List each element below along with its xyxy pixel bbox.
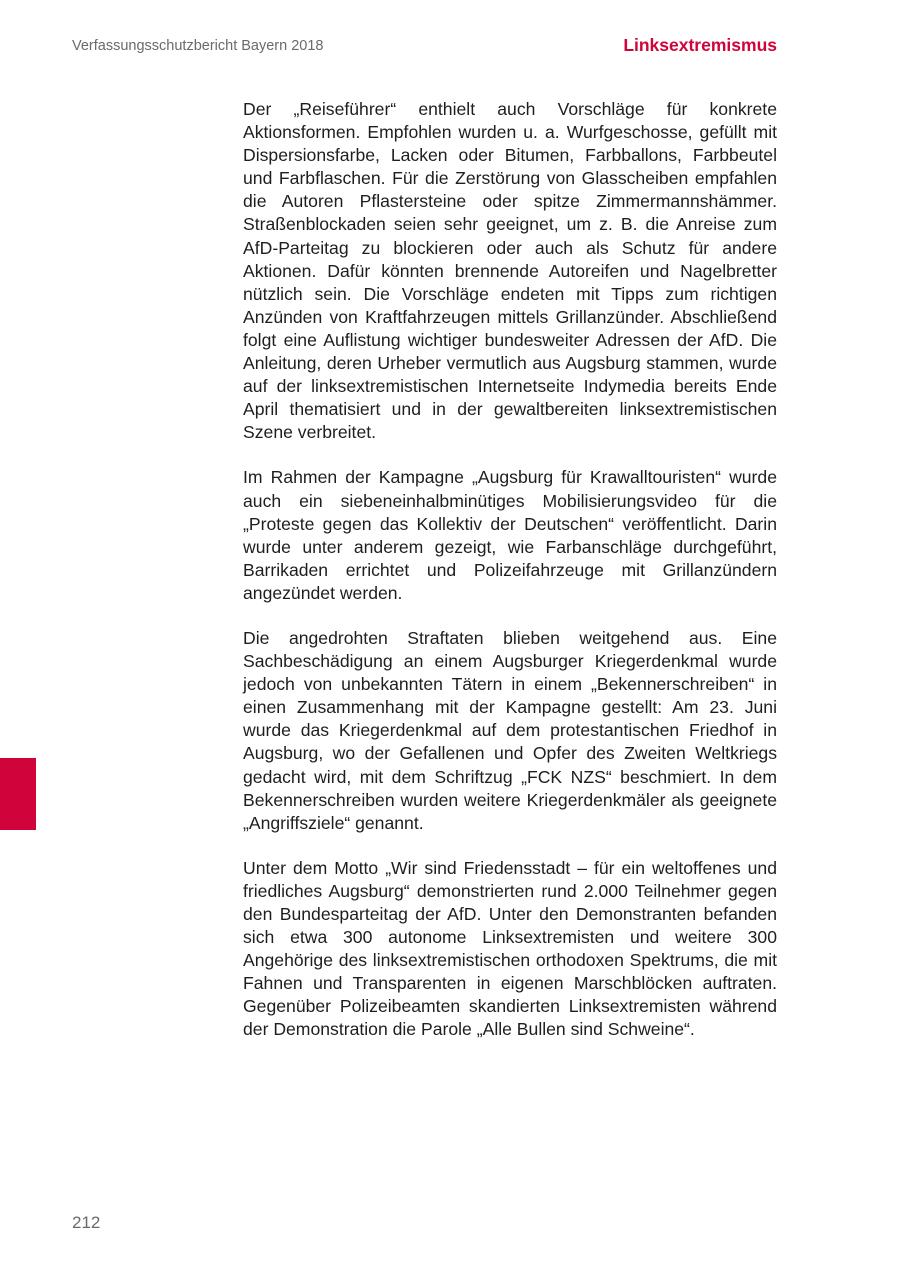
- page-number: 212: [72, 1213, 101, 1232]
- paragraph-reisefuehrer: Der „Reiseführer“ enthielt auch Vorschläge für konkrete Aktionsformen. Empfohlen wurden u. a. Wurfgeschosse, gefüllt mit Dispersionsfarbe, Lacken oder Bitumen, Farbballons, Farbbeutel und Farbflaschen. Für die Zerstörung von Glasscheiben empfahlen die Autoren Pflastersteine oder spitze Zimmermannshämmer. Straßenblockaden seien sehr geeignet, um z. B. die Anreise zum AfD-Parteitag zu blockieren oder auch als Schutz für andere Aktionen. Dafür könnten brennende Autoreifen und Nagelbretter nützlich sein. Die Vorschläge endeten mit Tipps zum richtigen Anzünden von Kraftfahrzeugen mittels Grillanzünder. Abschließend folgt eine Auflistung wichtiger bundesweiter Adressen der AfD. Die Anleitung, deren Urheber vermutlich aus Augsburg stammen, wurde auf der linksextremistischen Internetseite Indymedia bereits Ende April thematisiert und in der gewaltbereiten linksextremistischen Szene verbreitet.: [243, 99, 777, 443]
- body-text: [243, 98, 777, 1064]
- paragraph-mobilisierungsvideo: Im Rahmen der Kampagne „Augsburg für Krawalltouristen“ wurde auch ein siebeneinhalbminütiges Mobilisierungsvideo für die „Proteste gegen das Kollektiv der Deutschen“ veröffentlicht. Darin wurde unter anderem gezeigt, wie Farbanschläge durchgeführt, Barrikaden errichtet und Polizeifahrzeuge mit Grillanzündern angezündet werden.: [243, 467, 777, 603]
- paragraph-kriegerdenkmal: Die angedrohten Straftaten blieben weitgehend aus. Eine Sachbeschädigung an einem Augsburger Kriegerdenkmal wurde jedoch von unbekannten Tätern in einem „Bekennerschreiben“ in einen Zusammenhang mit der Kampagne gestellt: Am 23. Juni wurde das Kriegerdenkmal auf dem protestantischen Friedhof in Augsburg, wo der Gefallenen und Opfer des Zweiten Weltkriegs gedacht wird, mit dem Schriftzug „FCK NZS“ beschmiert. In dem Bekennerschreiben wurden weitere Kriegerdenkmäler als geeignete „Angriffsziele“ genannt.: [243, 627, 777, 833]
- chapter-thumb-index-marker: [0, 758, 36, 830]
- chapter-title: Linksextremismus: [623, 35, 777, 55]
- paragraph-demonstration: Unter dem Motto „Wir sind Friedensstadt – für ein weltoffenes und friedliches Augsburg“ demonstrierten rund 2.000 Teilnehmer gegen den Bundesparteitag der AfD. Unter den Demonstranten befanden sich etwa 300 autonome Linksextremisten und weitere 300 Angehörige des linksextremistischen orthodoxen Spektrums, die mit Fahnen und Transparenten in eigenen Marschblöcken auftraten. Gegenüber Polizeibeamten skandierten Linksextremisten während der Demonstration die Parole „Alle Bullen sind Schweine“.: [243, 857, 777, 1040]
- publication-title: Verfassungsschutzbericht Bayern 2018: [72, 38, 324, 54]
